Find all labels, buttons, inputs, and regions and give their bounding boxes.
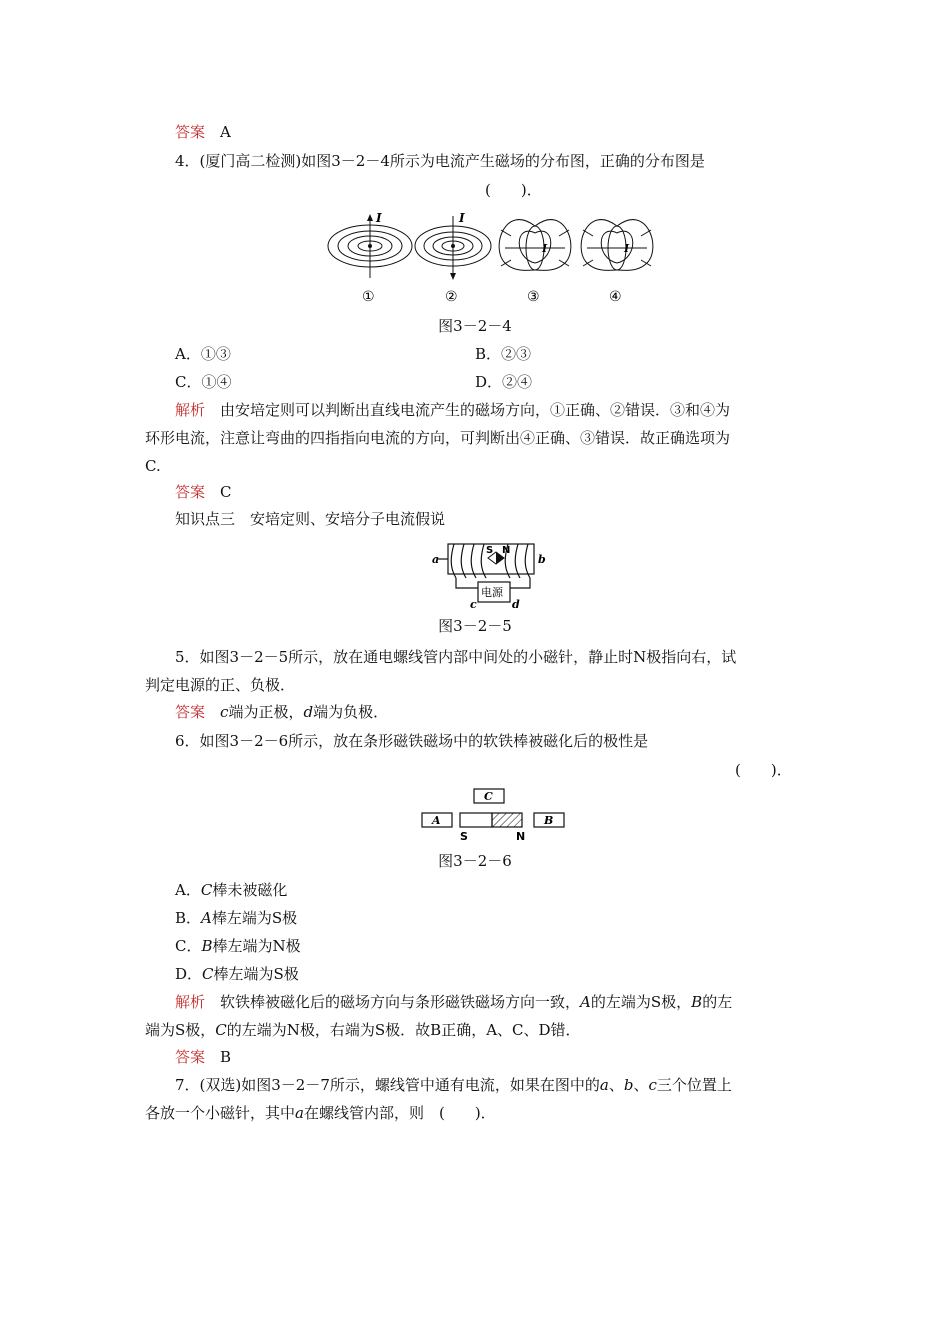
fig4-current-label: I [624,242,630,255]
option-text: 棒左端为S极 [213,965,299,983]
answer-label: 答案 [175,1048,206,1066]
stem-text: 三个位置上 [656,1076,732,1094]
q4-blank: ( )． [485,181,542,199]
fig5-label-d: d [512,598,520,610]
fig-3-2-6-caption: 图3－2－6 [438,852,512,870]
option-letter: B． [175,909,202,927]
fig5-label-b: b [538,553,546,566]
position-b: b [623,1076,634,1094]
fig5-power-source: 电源 [481,586,503,599]
analysis-rod-c: C [215,1021,227,1039]
fig-3-2-4-caption: 图3－2－4 [438,317,512,335]
option-rod: A [201,909,212,927]
fig5-label-c: c [470,598,477,610]
magnet-s-half [460,813,492,827]
answer-value: C [220,483,232,501]
answer-value: B [220,1048,232,1066]
option-rod: C [202,965,214,983]
stem-text: 在螺线管内部，则 ( )． [303,1104,496,1122]
answer-label: 答案 [175,123,206,141]
answer-value: A [220,123,231,141]
q4-analysis-line-2: 环形电流，注意让弯曲的四指指向电流的方向，可判断出④正确、③错误．故正确选项为 [145,429,731,447]
q6-blank: ( )． [735,761,792,779]
analysis-label: 解析 [175,993,206,1011]
option-rod: B [201,937,213,955]
q3-answer-line [175,118,835,146]
q6-option-d [175,960,835,988]
fig5-label-s: S [486,545,494,556]
analysis-label: 解析 [175,401,206,419]
q7-stem-line-2 [145,1099,805,1127]
fig-label-2: ② [445,289,458,305]
q6-analysis-line-2 [145,1016,805,1044]
q4-option-b: B．②③ [475,345,532,363]
answer-label: 答案 [175,483,206,501]
q5-stem-line-1: 5．如图3－2－5所示，放在通电螺线管内部中间处的小磁针，静止时N极指向右，试 [175,648,737,666]
option-letter: D． [175,965,203,983]
fig-label-4: ④ [609,289,622,305]
fig6-label-s: S [460,830,468,842]
q6-answer-line [175,1043,835,1071]
analysis-rod-b: B [691,993,703,1011]
stem-text: 、 [608,1076,624,1094]
option-letter: A． [175,881,201,899]
q5-answer-line [175,698,835,726]
option-text: 棒未被磁化 [212,881,288,899]
analysis-text: 软铁棒被磁化后的磁场方向与条形磁铁磁场方向一致， [220,993,581,1011]
analysis-rod-a: A [580,993,591,1011]
q6-stem: 6．如图3－2－6所示，放在条形磁铁磁场中的软铁棒被磁化后的极性是 [175,732,649,750]
analysis-text: 由安培定则可以判断出直线电流产生的磁场方向，①正确、②错误．③和④为 [220,401,731,419]
q6-analysis-line-1 [175,988,835,1016]
q4-analysis-line-3: C. [145,457,161,475]
fig-label-3: ③ [527,289,540,305]
fig6-label-a: A [432,814,441,827]
section-heading: 知识点三 安培定则、安培分子电流假说 [175,510,446,528]
fig-3-2-5-caption: 图3－2－5 [438,617,512,635]
q6-option-b [175,904,835,932]
option-text: 棒左端为S极 [211,909,298,927]
position-a: a [599,1076,609,1094]
fig6-label-n: N [516,830,526,842]
analysis-text: 的左端为S极， [590,993,692,1011]
fig6-label-b: B [544,814,554,827]
q4-option-c: C．①④ [175,373,232,391]
q4-answer-line [175,478,835,506]
fig5-label-a: a [432,553,440,566]
option-rod: C [200,881,213,899]
magnet-n-half [492,813,522,827]
position-c: c [648,1076,657,1094]
fig3-current-label: I [542,242,548,255]
fig3-field-lines [499,220,571,271]
fig-label-1: ① [362,289,375,305]
fig5-label-n: N [502,545,511,556]
q6-option-a [175,876,835,904]
q4-option-a: A．①③ [175,345,231,363]
fig2-current-label: I [459,211,465,225]
fig4-field-lines [581,220,653,271]
q4-option-d: D．②④ [475,373,533,391]
answer-terminal-d: d [303,703,314,721]
fig6-label-c: C [484,790,493,803]
q7-stem-line-1 [175,1071,835,1099]
q6-option-c [175,932,835,960]
answer-text-mid: 端为正极， [228,703,304,721]
answer-terminal-c: c [220,703,229,721]
stem-text: 、 [633,1076,649,1094]
answer-text-end: 端为负极． [313,703,389,721]
stem-text: 各放一个小磁针，其中 [145,1104,296,1122]
analysis-text: 端为S极， [145,1021,216,1039]
stem-text: 7．(双选)如图3－2－7所示，螺线管中通有电流，如果在图中的 [175,1076,600,1094]
position-a: a [295,1104,304,1122]
figure-3-2-5 [430,538,550,610]
analysis-text: 的左 [702,993,733,1011]
figure-3-2-6 [420,786,570,842]
q4-stem: 4．(厦门高二检测)如图3－2－4所示为电流产生磁场的分布图，正确的分布图是 [175,152,705,170]
fig1-current-label: I [376,211,382,225]
option-text: 棒左端为N极 [212,937,301,955]
q5-stem-line-2: 判定电源的正、负极． [145,676,296,694]
answer-label: 答案 [175,703,206,721]
option-letter: C． [175,937,202,955]
figure-3-2-4 [325,208,665,308]
analysis-text: 的左端为N极，右端为S极．故B正确，A、C、D错． [226,1021,581,1039]
q4-analysis-line-1 [175,396,835,424]
